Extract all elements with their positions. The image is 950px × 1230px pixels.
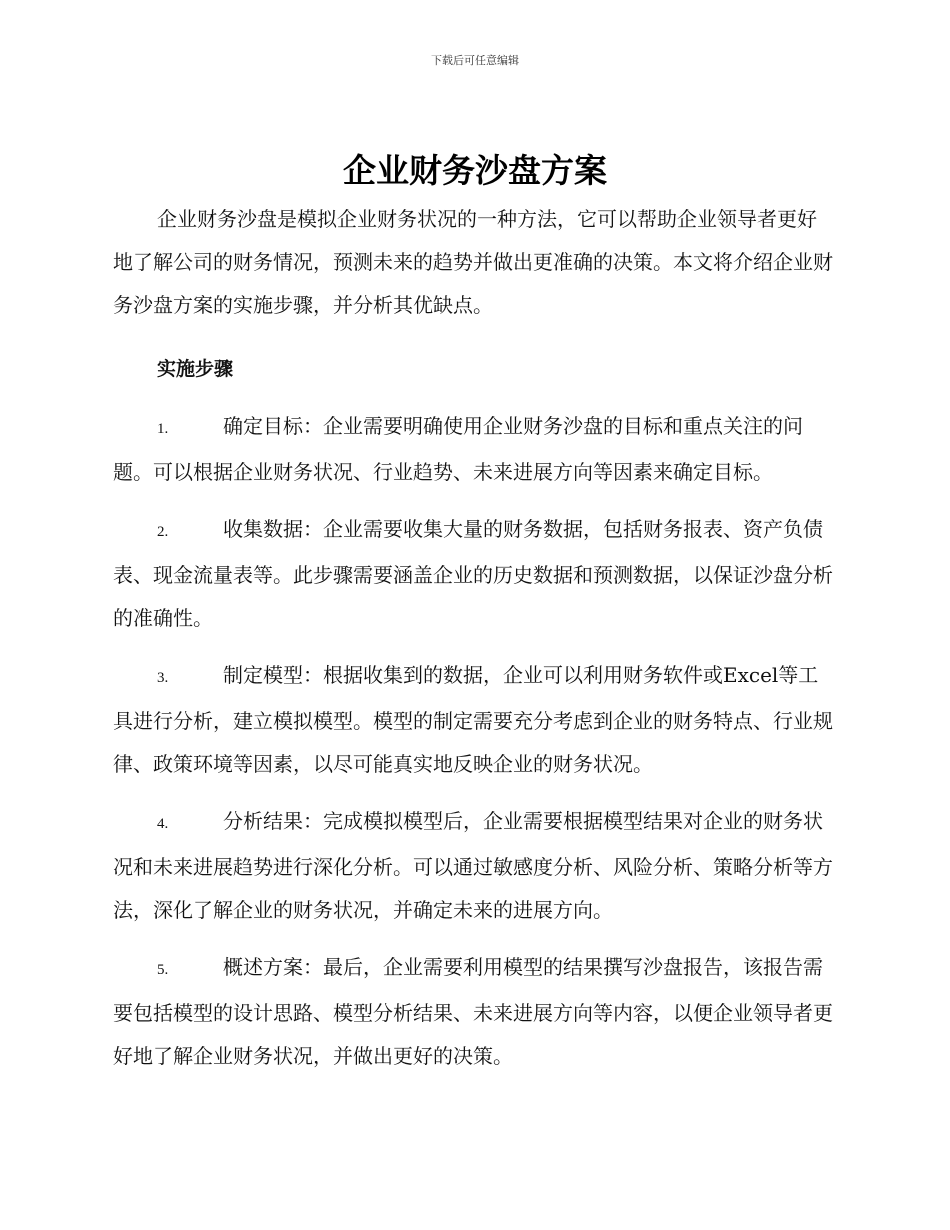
- step-item-3: [113, 654, 835, 786]
- step-text: 分析结果：完成模拟模型后，企业需要根据模型结果对企业的财务状况和未来进展趋势进行深化分析。可以通过敏感度分析、风险分析、策略分析等方法，深化了解企业的财务状况，并确定未来的进展方向。: [113, 809, 833, 922]
- step-item-4: [113, 800, 835, 932]
- step-text: 收集数据：企业需要收集大量的财务数据，包括财务报表、资产负债表、现金流量表等。此步骤需要涵盖企业的历史数据和预测数据，以保证沙盘分析的准确性。: [113, 517, 833, 630]
- step-text: 制定模型：根据收集到的数据，企业可以利用财务软件或Excel等工具进行分析，建立模拟模型。模型的制定需要充分考虑到企业的财务特点、行业规律、政策环境等因素，以尽可能真实地反映企业的财务状况。: [113, 663, 833, 776]
- document-title: 企业财务沙盘方案: [343, 151, 607, 190]
- step-number: 3.: [157, 670, 169, 686]
- step-item-1: [113, 405, 835, 494]
- step-number: 5.: [157, 962, 169, 978]
- step-item-2: [113, 508, 835, 640]
- document-body: [113, 198, 835, 1078]
- step-number: 2.: [157, 524, 169, 540]
- step-number: 4.: [157, 816, 169, 832]
- intro-paragraph: 企业财务沙盘是模拟企业财务状况的一种方法，它可以帮助企业领导者更好地了解公司的财务情况，预测未来的趋势并做出更准确的决策。本文将介绍企业财务沙盘方案的实施步骤，并分析其优缺点。: [113, 207, 833, 317]
- step-number: 1.: [157, 421, 169, 437]
- section-heading-steps: 实施步骤: [157, 358, 234, 380]
- step-text: 概述方案：最后，企业需要利用模型的结果撰写沙盘报告，该报告需要包括模型的设计思路、模型分析结果、未来进展方向等内容，以便企业领导者更好地了解企业财务状况，并做出更好的决策。: [113, 955, 833, 1068]
- page-header-note: 下载后可任意编辑: [431, 54, 519, 67]
- step-item-5: [113, 946, 835, 1078]
- step-text: 确定目标：企业需要明确使用企业财务沙盘的目标和重点关注的问题。可以根据企业财务状况、行业趋势、未来进展方向等因素来确定目标。: [113, 414, 803, 484]
